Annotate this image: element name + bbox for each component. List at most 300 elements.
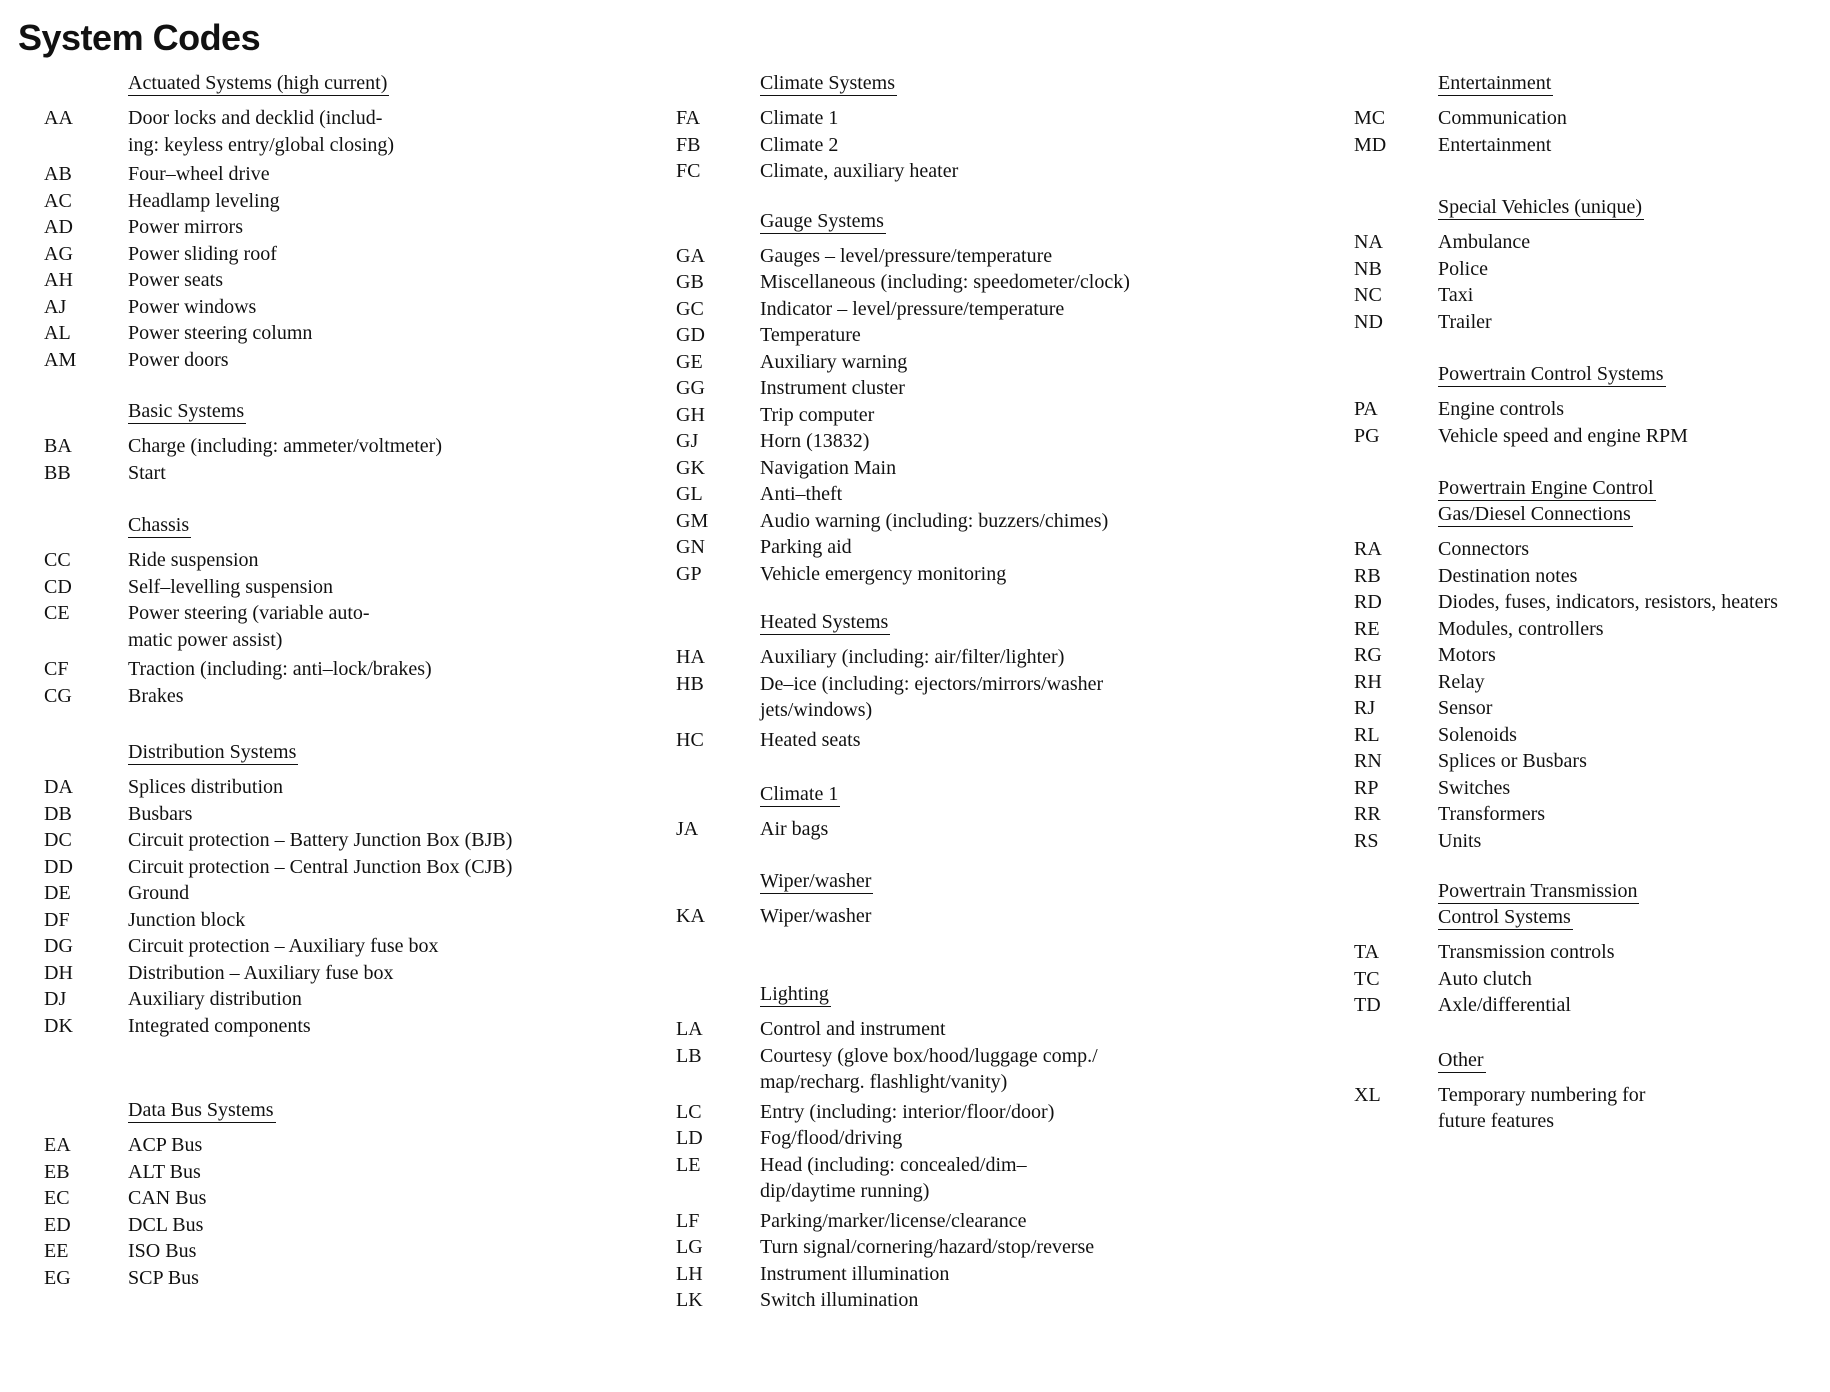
section-title: Powertrain Control Systems xyxy=(1438,363,1664,385)
code-row xyxy=(44,986,644,1013)
section-header xyxy=(1354,70,1824,96)
code-row xyxy=(1354,282,1824,309)
system-code: LB xyxy=(676,1044,702,1067)
code-row xyxy=(1354,722,1824,749)
section-chassis xyxy=(44,512,644,709)
code-row xyxy=(1354,992,1824,1019)
system-description: Instrument illumination xyxy=(760,1262,950,1285)
code-row xyxy=(1354,1082,1824,1135)
code-row xyxy=(676,903,1236,930)
system-description: Start xyxy=(128,461,166,484)
section-entertainment xyxy=(1354,70,1824,158)
code-row xyxy=(1354,828,1824,855)
code-row xyxy=(44,600,644,653)
system-description: Auxiliary warning xyxy=(760,350,908,373)
system-description: Switches xyxy=(1438,776,1511,799)
system-code: GJ xyxy=(676,430,699,452)
system-description: Power mirrors xyxy=(128,216,243,238)
code-row xyxy=(44,241,644,268)
code-row xyxy=(676,132,1236,159)
system-description: Circuit protection – Battery Junction Box (BJB) xyxy=(128,829,513,851)
code-row xyxy=(1354,105,1824,132)
code-row xyxy=(1354,616,1824,643)
code-row xyxy=(676,1099,1236,1126)
code-row xyxy=(1354,229,1824,256)
system-code: GN xyxy=(676,536,705,558)
system-code: LG xyxy=(676,1236,703,1258)
system-description: Climate 1 xyxy=(760,107,839,129)
system-code: ED xyxy=(44,1213,71,1236)
code-row xyxy=(44,105,644,158)
system-code: DK xyxy=(44,1014,73,1037)
system-description: Police xyxy=(1438,257,1488,280)
code-row xyxy=(676,561,1236,588)
system-description: Headlamp leveling xyxy=(128,189,280,212)
system-description: Four–wheel drive xyxy=(128,163,270,185)
system-code: PG xyxy=(1354,424,1380,447)
section-title: Wiper/washer xyxy=(760,869,872,892)
system-description: Axle/differential xyxy=(1438,994,1571,1016)
code-row xyxy=(676,1234,1236,1261)
system-description: Destination notes xyxy=(1438,564,1578,587)
section-wiper-washer xyxy=(676,868,1236,930)
system-code: RN xyxy=(1354,750,1382,772)
system-description: Instrument cluster xyxy=(760,377,905,399)
system-description: Ground xyxy=(128,882,190,904)
system-code: AJ xyxy=(44,295,67,318)
system-code: GK xyxy=(676,456,705,479)
system-code: FB xyxy=(676,133,701,156)
system-code: MD xyxy=(1354,133,1387,156)
code-row xyxy=(676,671,1236,724)
code-column-1 xyxy=(44,70,644,1291)
system-code: AD xyxy=(44,216,73,238)
system-description: Connectors xyxy=(1438,538,1530,560)
code-row xyxy=(44,320,644,347)
section-title: Distribution Systems xyxy=(128,741,297,763)
system-description: Transmission controls xyxy=(1438,941,1615,963)
system-code: TA xyxy=(1354,941,1380,963)
system-code: DG xyxy=(44,935,73,957)
system-code: GC xyxy=(676,297,704,320)
section-header xyxy=(1354,475,1824,527)
system-code: LA xyxy=(676,1018,703,1040)
section-title: Gauge Systems xyxy=(760,209,884,232)
code-row xyxy=(44,294,644,321)
system-description: Distribution – Auxiliary fuse box xyxy=(128,961,394,984)
code-row xyxy=(44,1265,644,1292)
code-row xyxy=(1354,775,1824,802)
system-description: Transformers xyxy=(1438,803,1546,825)
system-code: TD xyxy=(1354,994,1381,1016)
section-title: Heated Systems xyxy=(760,611,889,633)
system-code: MC xyxy=(1354,107,1386,129)
code-row xyxy=(44,1159,644,1186)
system-code: EC xyxy=(44,1187,70,1209)
code-row xyxy=(676,1016,1236,1043)
code-row xyxy=(44,547,644,574)
system-code: GB xyxy=(676,271,704,293)
code-row xyxy=(44,880,644,907)
code-row xyxy=(676,375,1236,402)
section-title: Gas/Diesel Connections xyxy=(1438,503,1631,525)
system-description: Air bags xyxy=(760,818,829,840)
system-description: Switch illumination xyxy=(760,1289,919,1311)
system-description: Units xyxy=(1438,829,1482,852)
system-code: DA xyxy=(44,776,73,798)
system-code: AA xyxy=(44,107,73,129)
code-row xyxy=(44,188,644,215)
system-code: GE xyxy=(676,350,703,373)
code-row xyxy=(676,322,1236,349)
section-other xyxy=(1354,1047,1824,1135)
code-row xyxy=(676,402,1236,429)
system-description: Traction (including: anti–lock/brakes) xyxy=(128,658,432,680)
section-title: Other xyxy=(1438,1048,1484,1071)
code-row xyxy=(44,267,644,294)
system-code: DE xyxy=(44,882,71,904)
system-description: Control and instrument xyxy=(760,1018,946,1040)
section-title: Powertrain Engine Control xyxy=(1438,477,1654,499)
system-description: Entry (including: interior/floor/door) xyxy=(760,1100,1055,1123)
system-code: LH xyxy=(676,1262,703,1285)
section-climate-systems xyxy=(676,70,1236,185)
section-lighting xyxy=(676,981,1236,1314)
system-code: KA xyxy=(676,904,705,927)
system-code: DB xyxy=(44,802,72,825)
code-row xyxy=(676,158,1236,185)
code-row xyxy=(676,508,1236,535)
system-code: AM xyxy=(44,348,77,371)
code-row xyxy=(1354,801,1824,828)
system-description: Miscellaneous (including: speedometer/clock) xyxy=(760,271,1130,293)
system-code: CG xyxy=(44,684,72,707)
system-description: Navigation Main xyxy=(760,456,897,479)
system-code: HA xyxy=(676,646,705,668)
code-row xyxy=(1354,536,1824,563)
code-row xyxy=(1354,309,1824,336)
system-code: RB xyxy=(1354,564,1381,587)
system-code: LD xyxy=(676,1127,703,1149)
system-code: GP xyxy=(676,562,702,585)
system-description: Turn signal/cornering/hazard/stop/reverse xyxy=(760,1236,1095,1258)
section-basic-systems xyxy=(44,398,644,486)
section-title: Powertrain Transmission xyxy=(1438,880,1638,902)
system-code: TC xyxy=(1354,967,1380,990)
code-row xyxy=(676,1287,1236,1314)
section-header xyxy=(676,70,1236,96)
section-title: Data Bus Systems xyxy=(128,1099,274,1121)
code-row xyxy=(676,1152,1236,1205)
system-code: NA xyxy=(1354,231,1383,253)
system-code: CE xyxy=(44,602,70,624)
code-row xyxy=(676,428,1236,455)
section-powertrain-control-systems xyxy=(1354,361,1824,449)
code-row xyxy=(1354,669,1824,696)
system-code: GM xyxy=(676,509,709,532)
code-row xyxy=(44,214,644,241)
system-description: Circuit protection – Central Junction Box (CJB) xyxy=(128,855,513,878)
system-description: Power windows xyxy=(128,295,257,318)
system-description: Junction block xyxy=(128,908,246,931)
system-code: DJ xyxy=(44,988,67,1010)
section-header xyxy=(1354,878,1824,930)
code-row xyxy=(1354,695,1824,722)
code-row xyxy=(676,1208,1236,1235)
system-description: Power steering column xyxy=(128,322,313,344)
system-code: HB xyxy=(676,672,704,695)
section-header xyxy=(676,981,1236,1007)
section-title: Actuated Systems (high current) xyxy=(128,72,388,94)
system-description: Temporary numbering for future features xyxy=(1438,1083,1646,1132)
system-code: JA xyxy=(676,818,699,840)
section-title: Chassis xyxy=(128,514,190,536)
code-row xyxy=(44,460,644,487)
system-code: RJ xyxy=(1354,697,1376,719)
system-description: Ride suspension xyxy=(128,549,259,571)
system-description: Ambulance xyxy=(1438,231,1531,253)
section-title: Control Systems xyxy=(1438,906,1571,928)
code-row xyxy=(44,433,644,460)
system-code: FC xyxy=(676,160,701,182)
code-row xyxy=(44,161,644,188)
section-climate-1 xyxy=(676,781,1236,843)
system-code: GA xyxy=(676,244,705,267)
system-description: Sensor xyxy=(1438,697,1493,719)
code-row xyxy=(44,574,644,601)
code-row xyxy=(44,656,644,683)
code-row xyxy=(676,455,1236,482)
system-code: BA xyxy=(44,435,72,457)
code-row xyxy=(44,1212,644,1239)
code-row xyxy=(1354,396,1824,423)
code-row xyxy=(44,907,644,934)
system-description: Power doors xyxy=(128,348,229,371)
code-row xyxy=(44,774,644,801)
system-description: Solenoids xyxy=(1438,723,1517,746)
code-row xyxy=(44,683,644,710)
code-row xyxy=(1354,748,1824,775)
system-code: RS xyxy=(1354,829,1379,852)
system-code: EG xyxy=(44,1266,71,1289)
system-code: AH xyxy=(44,269,73,291)
system-description: ALT Bus xyxy=(128,1160,201,1183)
system-description: Self–levelling suspension xyxy=(128,575,333,598)
code-row xyxy=(44,960,644,987)
section-header xyxy=(676,868,1236,894)
system-description: Auto clutch xyxy=(1438,967,1532,990)
system-code: DD xyxy=(44,855,73,878)
section-header xyxy=(44,1097,644,1123)
code-row xyxy=(676,105,1236,132)
section-title: Lighting xyxy=(760,983,829,1005)
system-code: LC xyxy=(676,1100,702,1123)
system-code: AC xyxy=(44,189,72,212)
system-description: Vehicle speed and engine RPM xyxy=(1438,424,1688,447)
code-row xyxy=(1354,256,1824,283)
code-row xyxy=(676,534,1236,561)
system-description: Circuit protection – Auxiliary fuse box xyxy=(128,935,439,957)
section-title: Basic Systems xyxy=(128,400,245,422)
system-code: GL xyxy=(676,483,703,505)
system-description: Gauges – level/pressure/temperature xyxy=(760,244,1053,267)
system-description: Brakes xyxy=(128,684,184,707)
code-row xyxy=(676,816,1236,843)
section-powertrain-transmission-control-systems xyxy=(1354,878,1824,1019)
code-row xyxy=(676,1125,1236,1152)
code-row xyxy=(676,269,1236,296)
system-code: RA xyxy=(1354,538,1382,560)
system-description: DCL Bus xyxy=(128,1213,204,1236)
system-description: Power steering (variable auto- matic power assist) xyxy=(128,602,370,651)
system-code: XL xyxy=(1354,1083,1381,1106)
system-description: Audio warning (including: buzzers/chimes) xyxy=(760,509,1109,532)
system-description: Relay xyxy=(1438,670,1485,693)
system-description: Door locks and decklid (includ- ing: keyless entry/global closing) xyxy=(128,107,395,156)
system-description: De–ice (including: ejectors/mirrors/washer jets/windows) xyxy=(760,672,1104,721)
system-description: Heated seats xyxy=(760,728,861,751)
system-code: DH xyxy=(44,961,73,984)
system-description: SCP Bus xyxy=(128,1266,199,1289)
system-code: CC xyxy=(44,549,71,571)
section-header xyxy=(44,70,644,96)
system-code: BB xyxy=(44,461,71,484)
system-code: RH xyxy=(1354,670,1382,693)
system-code: PA xyxy=(1354,398,1378,420)
system-description: Climate, auxiliary heater xyxy=(760,160,959,182)
system-description: Power sliding roof xyxy=(128,242,277,265)
code-row xyxy=(676,1261,1236,1288)
code-row xyxy=(676,243,1236,270)
code-column-3 xyxy=(1354,70,1824,1138)
system-description: Vehicle emergency monitoring xyxy=(760,562,1007,585)
system-code: CF xyxy=(44,658,69,680)
system-description: Horn (13832) xyxy=(760,430,870,452)
system-description: Splices distribution xyxy=(128,776,283,798)
code-row xyxy=(1354,132,1824,159)
system-description: Motors xyxy=(1438,644,1496,666)
code-row xyxy=(1354,966,1824,993)
system-description: Diodes, fuses, indicators, resistors, heaters xyxy=(1438,591,1778,613)
system-description: Climate 2 xyxy=(760,133,839,156)
system-code: AG xyxy=(44,242,73,265)
code-row xyxy=(676,1043,1236,1096)
system-code: EA xyxy=(44,1134,71,1156)
system-code: RL xyxy=(1354,723,1380,746)
section-title: Entertainment xyxy=(1438,72,1552,94)
code-row xyxy=(1354,423,1824,450)
system-description: Integrated components xyxy=(128,1014,311,1037)
section-header xyxy=(676,208,1236,234)
system-description: Courtesy (glove box/hood/luggage comp./ map/recharg. flashlight/vanity) xyxy=(760,1044,1098,1093)
system-code: LF xyxy=(676,1209,700,1232)
section-header xyxy=(44,739,644,765)
code-row xyxy=(44,347,644,374)
system-code: LE xyxy=(676,1153,701,1176)
system-description: Fog/flood/driving xyxy=(760,1127,903,1149)
system-description: Auxiliary (including: air/filter/lighter) xyxy=(760,646,1065,668)
system-code: DF xyxy=(44,908,70,931)
code-row xyxy=(44,933,644,960)
system-code: RP xyxy=(1354,776,1379,799)
system-description: Engine controls xyxy=(1438,398,1565,420)
system-description: Wiper/washer xyxy=(760,904,872,927)
system-description: Temperature xyxy=(760,324,861,346)
code-row xyxy=(44,1185,644,1212)
system-code: AL xyxy=(44,322,71,344)
section-distribution-systems xyxy=(44,739,644,1039)
code-row xyxy=(44,854,644,881)
section-header xyxy=(1354,194,1824,220)
system-description: Busbars xyxy=(128,802,193,825)
system-code: RG xyxy=(1354,644,1382,666)
section-title: Special Vehicles (unique) xyxy=(1438,196,1643,218)
section-header xyxy=(1354,1047,1824,1073)
system-description: ACP Bus xyxy=(128,1134,203,1156)
system-description: Taxi xyxy=(1438,284,1474,306)
page-title: System Codes xyxy=(18,17,261,58)
system-code: CD xyxy=(44,575,72,598)
system-code: GG xyxy=(676,377,705,399)
system-description: Head (including: concealed/dim– dip/daytime running) xyxy=(760,1153,1027,1202)
section-gauge-systems xyxy=(676,208,1236,588)
code-row xyxy=(676,644,1236,671)
system-code: GD xyxy=(676,324,705,346)
code-row xyxy=(1354,563,1824,590)
system-code: ND xyxy=(1354,310,1383,333)
section-header xyxy=(44,512,644,538)
system-description: CAN Bus xyxy=(128,1187,207,1209)
system-description: Parking aid xyxy=(760,536,852,558)
code-row xyxy=(1354,939,1824,966)
system-code: LK xyxy=(676,1289,703,1311)
code-row xyxy=(1354,589,1824,616)
system-code: FA xyxy=(676,107,701,129)
section-powertrain-engine-control-gas-diesel-connections xyxy=(1354,475,1824,854)
system-description: Indicator – level/pressure/temperature xyxy=(760,297,1065,320)
code-column-2 xyxy=(676,70,1236,1314)
system-code: RE xyxy=(1354,617,1380,640)
code-row xyxy=(1354,642,1824,669)
section-title: Climate 1 xyxy=(760,783,839,805)
code-row xyxy=(676,481,1236,508)
section-heated-systems xyxy=(676,609,1236,753)
system-description: Charge (including: ammeter/voltmeter) xyxy=(128,435,442,457)
code-row xyxy=(44,1013,644,1040)
section-special-vehicles-unique xyxy=(1354,194,1824,335)
system-code: AB xyxy=(44,163,72,185)
code-row xyxy=(44,827,644,854)
code-row xyxy=(44,1238,644,1265)
system-code: EB xyxy=(44,1160,70,1183)
system-code: HC xyxy=(676,728,704,751)
section-actuated-systems-high-current xyxy=(44,70,644,373)
section-header xyxy=(44,398,644,424)
section-header xyxy=(1354,361,1824,387)
system-code: GH xyxy=(676,403,705,426)
system-description: Auxiliary distribution xyxy=(128,988,302,1010)
system-code: RR xyxy=(1354,803,1381,825)
section-header xyxy=(676,609,1236,635)
system-description: ISO Bus xyxy=(128,1240,197,1262)
code-row xyxy=(676,727,1236,754)
section-header xyxy=(676,781,1236,807)
system-description: Splices or Busbars xyxy=(1438,750,1587,772)
code-row xyxy=(676,296,1236,323)
system-description: Anti–theft xyxy=(760,483,843,505)
system-description: Modules, controllers xyxy=(1438,617,1604,640)
code-row xyxy=(44,801,644,828)
